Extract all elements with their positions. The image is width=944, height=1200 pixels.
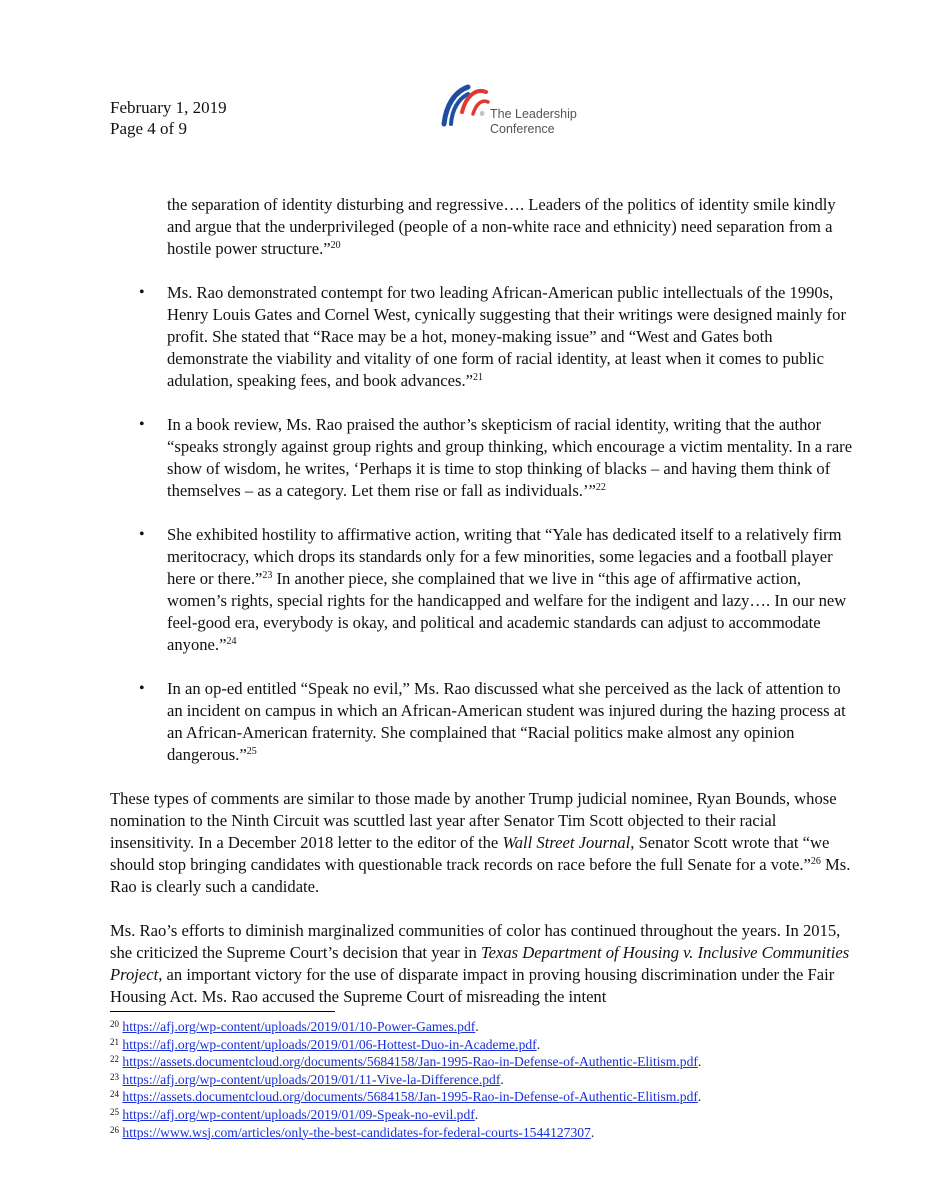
continued-quote: the separation of identity disturbing and regressive…. Leaders of the politics of identity smile kindly and argue that the underprivileged (people of a non-white race and ethnicity) need separation from a hostile power structure.”$^{20}$ <box>167 195 836 258</box>
logo-text: The Leadership Conference <box>490 107 577 136</box>
footnote-link[interactable]: https://afj.org/wp-content/uploads/2019/01/09-Speak-no-evil.pdf <box>122 1106 475 1122</box>
bullet-icon: • <box>139 284 145 301</box>
paragraph-disparate-impact: Ms. Rao’s efforts to diminish marginalized communities of color has continued throughout the years. In 2015, she criticized the Supreme Court’s decision that year in Texas Department of Housing v. Inclusive Communities Project, an important victory for the use of disparate impact in proving housing discrimination under the Fair Housing Act. Ms. Rao accused the Supreme Court of misreading the intent <box>110 921 850 1006</box>
bullet-icon: • <box>139 526 145 543</box>
footnote-divider <box>110 1011 335 1012</box>
page-header <box>110 97 227 139</box>
footnote-link[interactable]: https://afj.org/wp-content/uploads/2019/01/11-Vive-la-Difference.pdf <box>122 1071 501 1087</box>
footnote-link[interactable]: https://assets.documentcloud.org/documents/5684158/Jan-1995-Rao-in-Defense-of-Authentic-Elitism.pdf <box>122 1054 698 1070</box>
footnote-ref[interactable]: 25 <box>246 746 257 757</box>
svg-text:®: ® <box>480 112 485 118</box>
bullet-item: • Ms. Rao demonstrated contempt for two leading African-American public intellectuals of the 1990s, Henry Louis Gates and Cornel West, cynically suggesting that their writings were designed mainly for profit. She stated that “Race may be a hot, money-making issue” and “West and Gates both demonstrate the viability and vitality of one form of racial identity, at least when it comes to public adulation, speaking fees, and book advances.”$^{21}$ <box>139 283 847 390</box>
bullet-item: • She exhibited hostility to affirmative action, writing that “Yale has dedicated itself to a relatively firm meritocracy, which drops its standards only for a few minorities, some legacies and a football player here or there.”$^{23}$ In another piece, she complained that we live in “this age of affirmative action, women’s rights, special rights for the handicapped and welfare for the indigent and lazy…. In our new feel-good era, everybody is okay, and political and academic standards can adjust to accommodate anyone.”$^{24}$ <box>139 525 847 654</box>
footnote-ref[interactable]: 20 <box>330 240 341 251</box>
logo-arches-icon <box>440 82 490 128</box>
bullet-item: • In a book review, Ms. Rao praised the author’s skepticism of racial identity, writing that the author “speaks strongly against group rights and group thinking, which encourage a victim mentality. In a rare show of wisdom, he writes, ‘Perhaps it is time to stop thinking of blacks – and having them think of themselves – as a category. Let them rise or fall as individuals.’”$^{22}$ <box>139 415 853 500</box>
paragraph-bounds-comparison: These types of comments are similar to those made by another Trump judicial nominee, Ryan Bounds, whose nomination to the Ninth Circuit was scuttled last year after Senator Tim Scott objected to their racial insensitivity. In a December 2018 letter to the editor of the Wall Street Journal, Senator Scott wrote that “we should stop bringing candidates with questionable track records on race before the full Senate for a vote.”$^{26}$ Ms. Rao is clearly such a candidate. <box>110 789 851 896</box>
page-number: Page 4 of 9 <box>110 119 187 138</box>
footnote: $^{26}$ https://www.wsj.com/articles/only-the-best-candidates-for-federal-courts-1544127307. <box>110 1124 595 1140</box>
footnote-ref[interactable]: 23 <box>262 570 273 581</box>
letter-date: February 1, 2019 <box>110 98 227 117</box>
footnotes <box>110 1018 855 1141</box>
leadership-conference-logo <box>440 82 610 142</box>
bullet-icon: • <box>139 680 145 697</box>
footnote: $^{21}$ https://afj.org/wp-content/uploads/2019/01/06-Hottest-Duo-in-Academe.pdf. <box>110 1036 541 1052</box>
footnote: $^{20}$ https://afj.org/wp-content/uploads/2019/01/10-Power-Games.pdf. <box>110 1019 479 1034</box>
footnote-ref[interactable]: 24 <box>226 636 237 647</box>
footnote-link[interactable]: https://afj.org/wp-content/uploads/2019/01/06-Hottest-Duo-in-Academe.pdf <box>122 1036 537 1052</box>
footnote-link[interactable]: https://afj.org/wp-content/uploads/2019/01/10-Power-Games.pdf <box>122 1019 476 1034</box>
footnote-ref[interactable]: 22 <box>595 482 606 493</box>
footnote-link[interactable]: https://assets.documentcloud.org/documents/5684158/Jan-1995-Rao-in-Defense-of-Authentic-Elitism.pdf <box>122 1089 698 1105</box>
footnote: $^{24}$ https://assets.documentcloud.org/documents/5684158/Jan-1995-Rao-in-Defense-of-Authentic-Elitism.pdf. <box>110 1089 702 1105</box>
footnote-link[interactable]: https://www.wsj.com/articles/only-the-best-candidates-for-federal-courts-1544127307 <box>122 1124 591 1140</box>
footnote: $^{25}$ https://afj.org/wp-content/uploads/2019/01/09-Speak-no-evil.pdf. <box>110 1106 479 1122</box>
footnote: $^{23}$ https://afj.org/wp-content/uploads/2019/01/11-Vive-la-Difference.pdf. <box>110 1071 504 1087</box>
bullet-item: • In an op-ed entitled “Speak no evil,” Ms. Rao discussed what she perceived as the lack of attention to an incident on campus in which an African-American student was injured during the hazing process at an African-American fraternity. She complained that “Racial politics make almost any opinion dangerous.”$^{25}$ <box>139 679 846 764</box>
footnote-ref[interactable]: 21 <box>472 372 483 383</box>
bullet-list <box>110 282 855 766</box>
bullet-icon: • <box>139 416 145 433</box>
footnote-ref[interactable]: 26 <box>810 856 821 867</box>
footnote: $^{22}$ https://assets.documentcloud.org/documents/5684158/Jan-1995-Rao-in-Defense-of-Authentic-Elitism.pdf. <box>110 1054 702 1070</box>
document-body <box>110 194 855 1008</box>
